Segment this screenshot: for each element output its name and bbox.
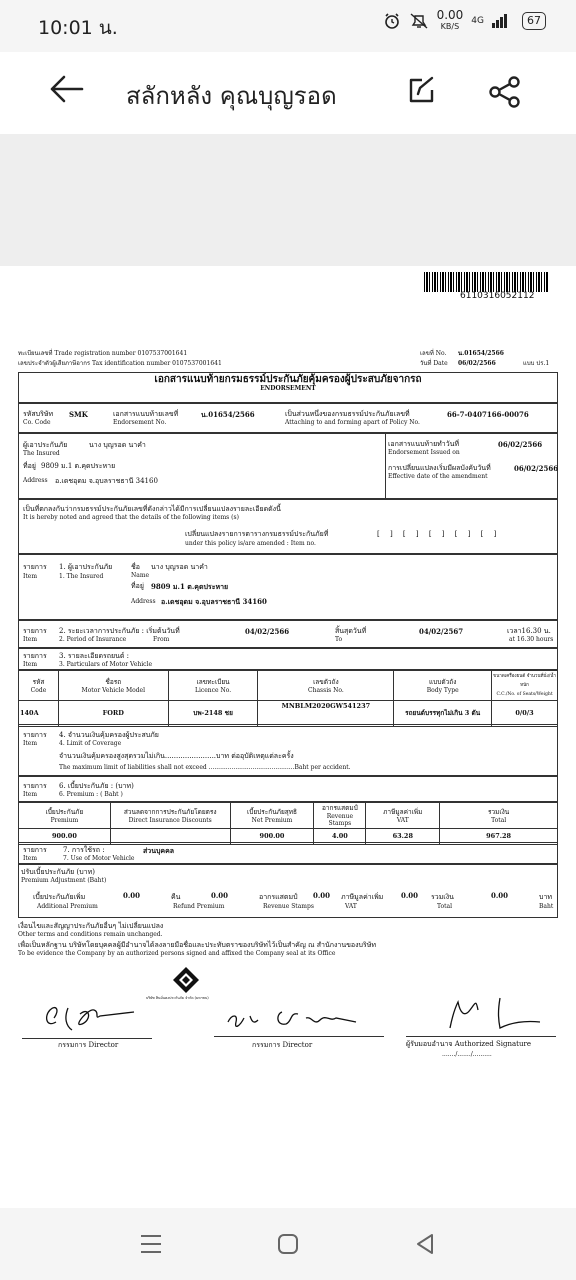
item4-label-en: 4. Limit of Coverage (59, 740, 122, 747)
issued-en: Endorsement Issued on (388, 449, 460, 456)
item1-th: 1. ผู้เอาประกันภัย (59, 563, 113, 571)
vehicle-data-row (19, 701, 558, 727)
insured-label: ผู้เอาประกันภัย (23, 441, 68, 449)
vehicle-header-cell (58, 671, 168, 701)
sig-line-1 (22, 1038, 152, 1039)
net-premium-value: 900.00 (230, 829, 314, 845)
adjust-box (18, 864, 558, 918)
use-value: ส่วนบุคคล (143, 846, 175, 855)
item1-address-en: Address (131, 598, 156, 605)
item2-en: Item (23, 636, 38, 643)
item1-en: Item (23, 573, 38, 580)
premium-header-cell (230, 803, 314, 829)
item6-box (18, 776, 558, 802)
ph-th-5: รวมเงิน (487, 807, 510, 816)
item4-label: รายการ (23, 731, 47, 739)
ph-th-3: อากรแสตมป์ (322, 804, 358, 812)
address-line2: อ.เดชอุดม จ.อุบลราชธานี 34160 (55, 477, 158, 485)
address-en: Address (23, 477, 48, 484)
status-icons (383, 10, 546, 32)
status-bar (0, 0, 576, 52)
time-en: at 16.30 hours (509, 636, 554, 643)
adj-total-en: Total (437, 903, 453, 910)
ph-en-5: Total (491, 816, 507, 824)
barcode-number: 6110316052112 (460, 291, 535, 301)
title-en: ENDORSEMENT (260, 385, 316, 392)
adj-refund-label: คืน (171, 893, 181, 901)
adj-baht-en: Baht (539, 903, 554, 910)
item1-address2: อ.เดชอุดม จ.อุบลราชธานี 34160 (161, 597, 267, 606)
vh-th-5: ขนาดเครื่องยนต์ จำนวนที่นั่ง/น้ำหนัก (493, 674, 556, 688)
limit-en: The maximum limit of liabilities shall not exceed .............................................Baht per accident. (59, 764, 351, 771)
ph-th-4: ภาษีมูลค่าเพิ่ม (383, 807, 423, 816)
net-speed-unit: KB/S (440, 22, 460, 31)
vh-en-3: Chassis No. (308, 686, 344, 694)
premium-header-row (19, 803, 558, 829)
adj-vat-en: VAT (345, 903, 357, 910)
effective-label: การเปลี่ยนแปลงเริ่มมีผลบังคับวันที่ (388, 464, 491, 472)
item1-label: รายการ (23, 563, 47, 571)
app-bar (0, 52, 576, 134)
endorsement-no: น.01654/2566 (201, 410, 255, 419)
trade-reg: ทะเบียนเลขที่ Trade registration number 0107537001641 (18, 350, 188, 357)
date-value: 06/02/2566 (458, 360, 496, 367)
share-icon[interactable] (488, 76, 522, 108)
amended-th: เปลี่ยนแปลงรายการตารางกรมธรรม์ประกันภัยที่ (185, 530, 329, 538)
time-th: เวลา16.30 น. (507, 627, 551, 635)
agreed-box (18, 499, 558, 554)
item7-box (18, 842, 558, 864)
address-label: ที่อยู่ (23, 462, 36, 470)
ph-en-2: Net Premium (251, 816, 293, 824)
adj-vat-value: 0.00 (401, 891, 419, 900)
title-th: เอกสารแนบท้ายกรมธรรม์ประกันภัยคุ้มครองผู้ประสบภัยจากรถ (154, 374, 422, 385)
network-type: 4G (471, 16, 484, 26)
policy-en: Attaching to and forming apart of Policy No. (285, 419, 420, 426)
company-logo-text: บริษัท สินมั่นคงประกันภัย จำกัด (มหาชน) (146, 996, 209, 1000)
item6-label-en: 6. Premium : ( Baht ) (59, 791, 123, 798)
item3-th: 3. รายละเอียดรถยนต์ : (59, 652, 130, 660)
premium-header-cell (440, 803, 558, 829)
no-value: น.01654/2566 (458, 350, 504, 357)
item4-box (18, 724, 558, 776)
item2-box (18, 620, 558, 648)
item1-box (18, 554, 558, 620)
alarm-icon (383, 12, 401, 30)
amended-en: under this policy is/are amended : Item no. (185, 540, 316, 547)
menu-icon[interactable] (140, 1234, 162, 1254)
item2-label: รายการ (23, 627, 47, 635)
agreed-en: It is hereby noted and agreed that the details of the following items (s) (23, 514, 239, 521)
ph-th-1: ส่วนลดจากการประกันภัยโดยตรง (123, 807, 217, 816)
ph-th-0: เบี้ยประกันภัย (45, 807, 84, 816)
viewer-top-margin (0, 134, 576, 266)
date-label: วันที่ Date (420, 360, 448, 367)
vh-th-2: เลขทะเบียน (196, 677, 230, 686)
signature-director-1 (34, 996, 144, 1036)
vehicle-header-cell (19, 671, 59, 701)
item7-label-en: 7. Use of Motor Vehicle (63, 855, 135, 862)
agreed-th: เป็นที่ตกลงกันว่ากรมธรรม์ประกันภัยเลขที่ดังกล่าวได้มีการเปลี่ยนแปลงรายละเอียดดังนี้ (23, 505, 281, 513)
effective-date: 06/02/2566 (514, 464, 559, 473)
address-line1: 9809 ม.1 ต.คุดประหาย (41, 462, 116, 470)
item4-en: Item (23, 740, 38, 747)
adj-add-value: 0.00 (123, 891, 141, 900)
vehicle-cc: 0/0/3 (492, 701, 558, 727)
back-arrow-icon[interactable] (48, 74, 84, 104)
premium-header-cell (314, 803, 366, 829)
no-label: เลขที่ No. (420, 350, 447, 357)
net-speed-value: 0.00 (436, 8, 464, 22)
sig-line-2 (214, 1036, 384, 1037)
item3-box (18, 648, 558, 670)
item1-address-label: ที่อยู่ (131, 582, 144, 590)
adj-vat-label: ภาษีมูลค่าเพิ่ม (341, 893, 384, 901)
item4-th: 4. จำนวนเงินคุ้มครองผู้ประสบภัย (59, 731, 159, 739)
tax-id: เลขประจำตัวผู้เสียภาษีอากร Tax identification number 0107537001641 (18, 360, 222, 367)
period-from: 04/02/2566 (245, 627, 290, 636)
document-viewer[interactable] (0, 266, 576, 1208)
premium-header-cell (19, 803, 111, 829)
signature-authorized (438, 994, 548, 1034)
authorized-date: ......./......./.......... (442, 1051, 492, 1058)
adj-baht-label: บาท (539, 893, 552, 901)
other-en: Other terms and conditions remain unchanged. (18, 931, 163, 938)
adj-refund-en: Refund Premium (173, 903, 225, 910)
vehicle-header-cell (492, 671, 558, 701)
vh-th-1: ชื่อรถ (105, 677, 122, 686)
evidence-th: เพื่อเป็นหลักฐาน บริษัทโดยบุคคลผู้มีอำนาจได้ลงลายมือชื่อและประทับตราของบริษัทไว้เป็นสำคัญ ณ สำนักงานของบริษัท (18, 941, 376, 949)
company-code: SMK (69, 410, 88, 419)
form-ref: แบบ ปร.1 (523, 360, 550, 367)
to-label: สิ้นสุดวันที่ (335, 627, 367, 635)
vh-th-4: แบบตัวถัง (428, 677, 457, 686)
ph-en-0: Premium (50, 816, 79, 824)
item1-address1: 9809 ม.1 ต.คุดประหาย (151, 582, 229, 591)
home-icon[interactable] (277, 1233, 299, 1255)
issued-label: เอกสารแนบท้ายทำวันที่ (388, 440, 460, 448)
item2-th: 2. ระยะเวลาการประกันภัย : เริ่มต้นวันที่ (59, 627, 180, 635)
adj-add-en: Additional Premium (37, 903, 98, 910)
item6-en: Item (23, 791, 38, 798)
vh-en-5: C.C./No. of Seats/Weight (496, 692, 553, 697)
premium-header-cell (110, 803, 230, 829)
total-value: 967.28 (440, 829, 558, 845)
vehicle-header-cell (394, 671, 492, 701)
amended-brackets: [ ] [ ] [ ] [ ] [ ] (377, 530, 501, 538)
policy-no: 66-7-0407166-00076 (447, 410, 529, 419)
endorsement-no-label: เอกสารแนบท้ายเลขที่ (113, 410, 179, 418)
other-th: เงื่อนไขและสัญญาประกันภัยอื่นๆ ไม่เปลี่ยนแปลง (18, 922, 164, 930)
mute-icon (409, 12, 429, 30)
barcode (424, 272, 548, 292)
item7-label: รายการ (23, 846, 47, 854)
endorsement-no-en: Endorsement No. (113, 419, 167, 426)
vehicle-header-cell (168, 671, 258, 701)
ph-en-3: Revenue Stamps (326, 813, 354, 827)
limit-th: จำนวนเงินคุ้มครองสูงสุดรวมไม่เกิน.......................บาท ต่ออุบัติเหตุแต่ละครั้ง (59, 752, 294, 760)
adj-stamp-label: อากรแสตมป์ (259, 893, 298, 901)
name-en: Name (131, 572, 150, 579)
insured-name: นาง บุญรอด นาคำ (89, 441, 146, 449)
vh-en-4: Body Type (426, 686, 459, 694)
title-box (18, 372, 558, 403)
insured-box (18, 433, 558, 499)
vehicle-header-cell (258, 671, 394, 701)
vehicle-licence: บพ-2148 ชย (168, 701, 258, 727)
evidence-en: To be evidence the Company by an authorized persons signed and affixed the Company seal at its Office (18, 950, 336, 957)
issued-panel (385, 433, 559, 499)
page-title: สลักหลัง คุณบุญรอด (126, 82, 337, 110)
edit-icon[interactable] (406, 76, 436, 106)
ph-th-2: เบี้ยประกันภัยสุทธิ (247, 807, 297, 816)
director-2-label: กรรมการ Director (252, 1041, 313, 1049)
from-en: From (153, 636, 170, 643)
policy-label: เป็นส่วนหนึ่งของกรมธรรม์ประกันภัยเลขที่ (285, 410, 410, 418)
policy-row (18, 403, 558, 433)
vehicle-chassis: MNBLM2020GW541237 (258, 701, 394, 727)
adj-refund-value: 0.00 (211, 891, 229, 900)
item6-label: รายการ (23, 782, 47, 790)
sig-line-3 (406, 1036, 556, 1037)
to-en: To (335, 636, 343, 643)
status-time: 10:01 น. (38, 17, 118, 39)
vh-th-0: รหัส (32, 677, 45, 686)
battery-icon: 67 (522, 12, 546, 30)
ph-en-4: VAT (396, 816, 409, 824)
adj-total-value: 0.00 (491, 891, 509, 900)
vh-en-0: Code (30, 686, 47, 694)
premium-value: 900.00 (19, 829, 111, 845)
vehicle-body: รถยนต์บรรทุกไม่เกิน 3 ตัน (394, 701, 492, 727)
adjust-th: ปรับเบี้ยประกันภัย (บาท) (21, 868, 95, 876)
name-label: ชื่อ (131, 563, 140, 571)
signal-icon (492, 14, 508, 28)
nav-bar (0, 1208, 576, 1280)
vehicle-table (18, 670, 558, 727)
adj-stamp-value: 0.00 (313, 891, 331, 900)
vh-en-2: Licence No. (194, 686, 232, 694)
period-to: 04/02/2567 (419, 627, 464, 636)
adj-stamp-en: Revenue Stamps (263, 903, 314, 910)
signature-director-2 (222, 1002, 372, 1036)
premium-header-cell (366, 803, 440, 829)
effective-en: Effective date of the amendment (388, 473, 488, 480)
item1-label-en: 1. The Insured (59, 573, 104, 580)
adj-total-label: รวมเงิน (431, 893, 454, 901)
item7-en: Item (23, 855, 38, 862)
adj-add-label: เบี้ยประกันภัยเพิ่ม (33, 893, 86, 901)
item3-en: Item (23, 661, 38, 668)
vehicle-model: FORD (58, 701, 168, 727)
item2-label-en: 2. Period of Insurance (59, 636, 127, 643)
nav-back-icon[interactable] (415, 1233, 435, 1255)
stamps-value: 4.00 (314, 829, 366, 845)
company-code-label: รหัสบริษัท (23, 410, 54, 418)
item1-name: นาง บุญรอด นาคำ (151, 563, 208, 571)
vh-en-1: Motor Vehicle Model (81, 686, 146, 694)
item6-th: 6. เบี้ยประกันภัย : (บาท) (59, 782, 134, 790)
adjust-en: Premium Adjustment (Baht) (21, 877, 107, 884)
issued-date: 06/02/2566 (498, 440, 543, 449)
company-logo-icon (172, 966, 200, 994)
director-1-label: กรรมการ Director (58, 1041, 119, 1049)
vehicle-header-row (19, 671, 558, 701)
item7-th: 7. การใช้รถ : (63, 846, 105, 854)
vh-th-3: เลขตัวถัง (313, 677, 339, 686)
vehicle-code: 140A (19, 701, 59, 727)
insured-en: The Insured (23, 450, 60, 457)
company-code-en: Co. Code (23, 419, 51, 426)
premium-table (18, 802, 558, 845)
ph-en-1: Direct Insurance Discounts (128, 816, 212, 824)
authorized-label: ผู้รับมอบอำนาจ Authorized Signature (406, 1040, 531, 1048)
net-speed (437, 10, 464, 32)
item3-label: รายการ (23, 652, 47, 660)
vat-value: 63.28 (366, 829, 440, 845)
item3-label-en: 3. Particulars of Motor Vehicle (59, 661, 152, 668)
